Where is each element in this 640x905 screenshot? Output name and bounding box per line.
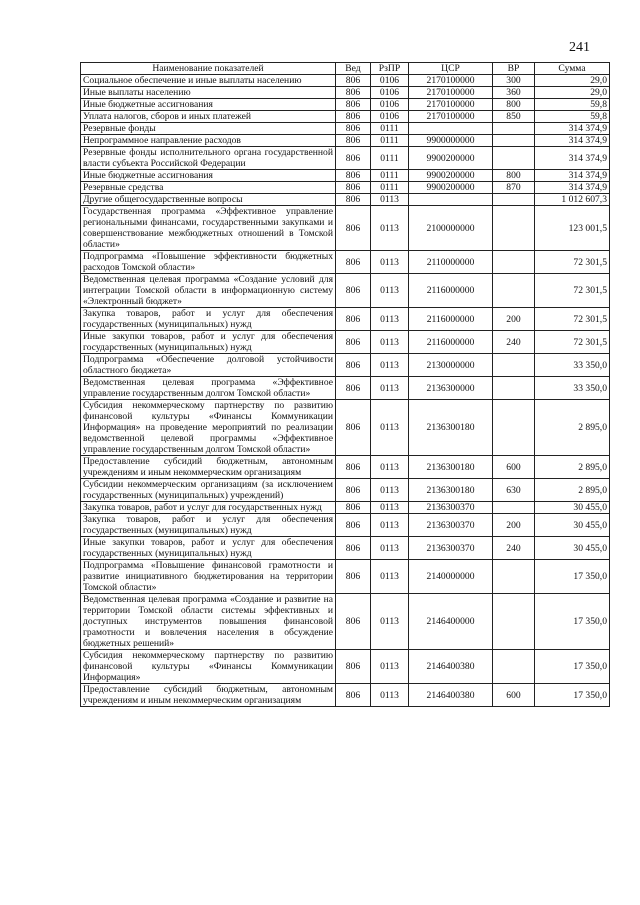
cell-sum: 314 374,9 xyxy=(535,123,610,135)
cell-sum: 72 301,5 xyxy=(535,308,610,331)
cell-name: Закупка товаров, работ и услуг для обеспечения государственных (муниципальных) нужд xyxy=(81,308,336,331)
table-row xyxy=(81,135,610,147)
cell-vr: 800 xyxy=(493,170,535,182)
cell-vr xyxy=(493,251,535,274)
cell-ved: 806 xyxy=(336,182,371,194)
cell-ved: 806 xyxy=(336,308,371,331)
cell-rzpr: 0111 xyxy=(371,135,409,147)
cell-vr xyxy=(493,354,535,377)
cell-vr xyxy=(493,377,535,400)
cell-rzpr: 0113 xyxy=(371,354,409,377)
cell-rzpr: 0113 xyxy=(371,206,409,251)
cell-vr xyxy=(493,147,535,170)
cell-name: Подпрограмма «Повышение эффективности бюджетных расходов Томской области» xyxy=(81,251,336,274)
cell-sum: 33 350,0 xyxy=(535,377,610,400)
cell-name: Резервные фонды xyxy=(81,123,336,135)
cell-ved: 806 xyxy=(336,87,371,99)
cell-name: Ведомственная целевая программа «Эффективное управление государственным долгом Томской области» xyxy=(81,377,336,400)
cell-ved: 806 xyxy=(336,502,371,514)
cell-vr: 600 xyxy=(493,456,535,479)
cell-name: Предоставление субсидий бюджетным, автономным учреждениям и иным некоммерческим организациям xyxy=(81,456,336,479)
cell-csr: 2110000000 xyxy=(409,251,493,274)
cell-rzpr: 0113 xyxy=(371,377,409,400)
table-row xyxy=(81,514,610,537)
cell-sum: 30 455,0 xyxy=(535,514,610,537)
cell-csr: 2136300370 xyxy=(409,502,493,514)
cell-csr xyxy=(409,123,493,135)
cell-vr xyxy=(493,502,535,514)
table-row xyxy=(81,456,610,479)
page-number: 241 xyxy=(569,40,590,55)
cell-name: Субсидия некоммерческому партнерству по развитию финансовой культуры «Финансы Коммуникации Информация» xyxy=(81,650,336,684)
cell-sum: 314 374,9 xyxy=(535,170,610,182)
cell-rzpr: 0113 xyxy=(371,594,409,650)
table-row xyxy=(81,194,610,206)
cell-csr: 9900000000 xyxy=(409,135,493,147)
cell-sum: 30 455,0 xyxy=(535,537,610,560)
header-sum: Сумма xyxy=(535,63,610,75)
cell-sum: 29,0 xyxy=(535,75,610,87)
cell-csr: 2100000000 xyxy=(409,206,493,251)
cell-name: Предоставление субсидий бюджетным, автономным учреждениям и иным некоммерческим организациям xyxy=(81,684,336,707)
cell-sum: 72 301,5 xyxy=(535,274,610,308)
cell-name: Иные бюджетные ассигнования xyxy=(81,99,336,111)
cell-vr xyxy=(493,206,535,251)
cell-csr: 2136300370 xyxy=(409,537,493,560)
cell-rzpr: 0111 xyxy=(371,147,409,170)
cell-rzpr: 0113 xyxy=(371,331,409,354)
cell-csr: 2170100000 xyxy=(409,87,493,99)
cell-ved: 806 xyxy=(336,684,371,707)
table-row xyxy=(81,560,610,594)
cell-csr: 2136300180 xyxy=(409,479,493,502)
cell-rzpr: 0111 xyxy=(371,170,409,182)
cell-ved: 806 xyxy=(336,170,371,182)
cell-vr: 360 xyxy=(493,87,535,99)
cell-name: Социальное обеспечение и иные выплаты населению xyxy=(81,75,336,87)
cell-rzpr: 0113 xyxy=(371,502,409,514)
cell-sum: 33 350,0 xyxy=(535,354,610,377)
table-row xyxy=(81,274,610,308)
cell-csr: 2146400380 xyxy=(409,684,493,707)
table-row xyxy=(81,594,610,650)
table-row xyxy=(81,111,610,123)
cell-csr: 2170100000 xyxy=(409,75,493,87)
cell-sum: 17 350,0 xyxy=(535,560,610,594)
table-row xyxy=(81,123,610,135)
cell-sum: 1 012 607,3 xyxy=(535,194,610,206)
table-row xyxy=(81,206,610,251)
cell-name: Субсидии некоммерческим организациям (за исключением государственных (муниципальных) учреждений) xyxy=(81,479,336,502)
cell-rzpr: 0113 xyxy=(371,514,409,537)
cell-sum: 72 301,5 xyxy=(535,331,610,354)
cell-sum: 17 350,0 xyxy=(535,594,610,650)
cell-vr: 600 xyxy=(493,684,535,707)
table-row xyxy=(81,182,610,194)
cell-ved: 806 xyxy=(336,650,371,684)
cell-sum: 72 301,5 xyxy=(535,251,610,274)
table-row xyxy=(81,479,610,502)
cell-rzpr: 0113 xyxy=(371,274,409,308)
cell-csr: 2136300000 xyxy=(409,377,493,400)
cell-csr: 2140000000 xyxy=(409,560,493,594)
cell-csr: 2116000000 xyxy=(409,308,493,331)
cell-ved: 806 xyxy=(336,75,371,87)
table-row xyxy=(81,99,610,111)
cell-sum: 59,8 xyxy=(535,111,610,123)
cell-sum: 2 895,0 xyxy=(535,400,610,456)
cell-name: Резервные фонды исполнительного органа государственной власти субъекта Российской Федерации xyxy=(81,147,336,170)
cell-name: Уплата налогов, сборов и иных платежей xyxy=(81,111,336,123)
cell-name: Закупка товаров, работ и услуг для государственных нужд xyxy=(81,502,336,514)
table-row xyxy=(81,170,610,182)
header-csr: ЦСР xyxy=(409,63,493,75)
header-rzpr: РзПР xyxy=(371,63,409,75)
cell-name: Подпрограмма «Повышение финансовой грамотности и развитие инициативного бюджетирования на территории Томской области» xyxy=(81,560,336,594)
table-row xyxy=(81,650,610,684)
cell-vr xyxy=(493,123,535,135)
cell-csr: 2136300370 xyxy=(409,514,493,537)
cell-ved: 806 xyxy=(336,537,371,560)
cell-vr xyxy=(493,135,535,147)
cell-vr: 240 xyxy=(493,537,535,560)
cell-rzpr: 0111 xyxy=(371,182,409,194)
cell-sum: 314 374,9 xyxy=(535,147,610,170)
cell-rzpr: 0106 xyxy=(371,75,409,87)
cell-sum: 2 895,0 xyxy=(535,479,610,502)
cell-ved: 806 xyxy=(336,274,371,308)
cell-name: Другие общегосударственные вопросы xyxy=(81,194,336,206)
table-row xyxy=(81,251,610,274)
cell-sum: 2 895,0 xyxy=(535,456,610,479)
cell-csr: 2116000000 xyxy=(409,274,493,308)
table-row xyxy=(81,354,610,377)
cell-ved: 806 xyxy=(336,479,371,502)
cell-vr xyxy=(493,274,535,308)
cell-rzpr: 0113 xyxy=(371,537,409,560)
cell-csr: 9900200000 xyxy=(409,170,493,182)
table-row xyxy=(81,147,610,170)
table-header-row xyxy=(81,63,610,75)
cell-name: Ведомственная целевая программа «Создание условий для интеграции Томской области в информационную систему «Электронный бюджет» xyxy=(81,274,336,308)
cell-ved: 806 xyxy=(336,206,371,251)
cell-name: Непрограммное направление расходов xyxy=(81,135,336,147)
cell-name: Иные закупки товаров, работ и услуг для обеспечения государственных (муниципальных) нужд xyxy=(81,537,336,560)
cell-ved: 806 xyxy=(336,194,371,206)
cell-ved: 806 xyxy=(336,377,371,400)
cell-ved: 806 xyxy=(336,331,371,354)
cell-rzpr: 0113 xyxy=(371,194,409,206)
cell-csr: 2130000000 xyxy=(409,354,493,377)
cell-ved: 806 xyxy=(336,560,371,594)
cell-rzpr: 0113 xyxy=(371,456,409,479)
cell-name: Иные бюджетные ассигнования xyxy=(81,170,336,182)
table-row xyxy=(81,537,610,560)
cell-vr: 800 xyxy=(493,99,535,111)
cell-csr: 2146400380 xyxy=(409,650,493,684)
cell-csr xyxy=(409,194,493,206)
cell-vr: 630 xyxy=(493,479,535,502)
cell-sum: 123 001,5 xyxy=(535,206,610,251)
cell-ved: 806 xyxy=(336,514,371,537)
cell-name: Ведомственная целевая программа «Создание и развитие на территории Томской области системы эффективных и доступных инструментов повышения финансовой грамотности и вовлечения населения в обсуждение бюджетных решений» xyxy=(81,594,336,650)
cell-csr: 9900200000 xyxy=(409,147,493,170)
cell-csr: 2170100000 xyxy=(409,99,493,111)
cell-sum: 17 350,0 xyxy=(535,684,610,707)
header-ved: Вед xyxy=(336,63,371,75)
cell-ved: 806 xyxy=(336,111,371,123)
cell-rzpr: 0113 xyxy=(371,684,409,707)
cell-name: Субсидия некоммерческому партнерству по развитию финансовой культуры «Финансы Коммуникации Информация» на проведение мероприятий по реализации ведомственной целевой программы «Эффективное управление государственным долгом Томской области» xyxy=(81,400,336,456)
cell-vr xyxy=(493,560,535,594)
cell-ved: 806 xyxy=(336,594,371,650)
cell-sum: 314 374,9 xyxy=(535,182,610,194)
cell-ved: 806 xyxy=(336,99,371,111)
cell-rzpr: 0113 xyxy=(371,251,409,274)
table-row xyxy=(81,87,610,99)
cell-ved: 806 xyxy=(336,251,371,274)
cell-csr: 2136300180 xyxy=(409,400,493,456)
table-row xyxy=(81,684,610,707)
budget-table xyxy=(80,62,610,707)
cell-csr: 2136300180 xyxy=(409,456,493,479)
table-row xyxy=(81,331,610,354)
cell-name: Иные выплаты населению xyxy=(81,87,336,99)
cell-sum: 59,8 xyxy=(535,99,610,111)
cell-ved: 806 xyxy=(336,135,371,147)
cell-name: Резервные средства xyxy=(81,182,336,194)
cell-rzpr: 0113 xyxy=(371,560,409,594)
cell-vr xyxy=(493,650,535,684)
cell-vr: 870 xyxy=(493,182,535,194)
cell-vr: 240 xyxy=(493,331,535,354)
cell-sum: 17 350,0 xyxy=(535,650,610,684)
cell-csr: 9900200000 xyxy=(409,182,493,194)
cell-rzpr: 0111 xyxy=(371,123,409,135)
cell-rzpr: 0106 xyxy=(371,111,409,123)
cell-name: Государственная программа «Эффективное управление региональными финансами, государственными закупками и совершенствование межбюджетных отношений в Томской области» xyxy=(81,206,336,251)
table-row xyxy=(81,75,610,87)
cell-rzpr: 0106 xyxy=(371,99,409,111)
cell-ved: 806 xyxy=(336,456,371,479)
cell-vr: 200 xyxy=(493,514,535,537)
cell-name: Иные закупки товаров, работ и услуг для обеспечения государственных (муниципальных) нужд xyxy=(81,331,336,354)
cell-sum: 314 374,9 xyxy=(535,135,610,147)
cell-ved: 806 xyxy=(336,123,371,135)
cell-vr: 300 xyxy=(493,75,535,87)
cell-vr xyxy=(493,194,535,206)
cell-sum: 29,0 xyxy=(535,87,610,99)
cell-csr: 2116000000 xyxy=(409,331,493,354)
header-vr: ВР xyxy=(493,63,535,75)
table-row xyxy=(81,377,610,400)
cell-name: Подпрограмма «Обеспечение долговой устойчивости областного бюджета» xyxy=(81,354,336,377)
cell-rzpr: 0113 xyxy=(371,650,409,684)
cell-vr xyxy=(493,594,535,650)
cell-ved: 806 xyxy=(336,354,371,377)
cell-rzpr: 0113 xyxy=(371,479,409,502)
cell-csr: 2170100000 xyxy=(409,111,493,123)
cell-rzpr: 0113 xyxy=(371,400,409,456)
table-row xyxy=(81,400,610,456)
cell-name: Закупка товаров, работ и услуг для обеспечения государственных (муниципальных) нужд xyxy=(81,514,336,537)
cell-vr xyxy=(493,400,535,456)
cell-sum: 30 455,0 xyxy=(535,502,610,514)
cell-csr: 2146400000 xyxy=(409,594,493,650)
cell-ved: 806 xyxy=(336,147,371,170)
table-row xyxy=(81,502,610,514)
cell-ved: 806 xyxy=(336,400,371,456)
cell-vr: 850 xyxy=(493,111,535,123)
cell-rzpr: 0113 xyxy=(371,308,409,331)
cell-rzpr: 0106 xyxy=(371,87,409,99)
header-name: Наименование показателей xyxy=(81,63,336,75)
table-row xyxy=(81,308,610,331)
cell-vr: 200 xyxy=(493,308,535,331)
